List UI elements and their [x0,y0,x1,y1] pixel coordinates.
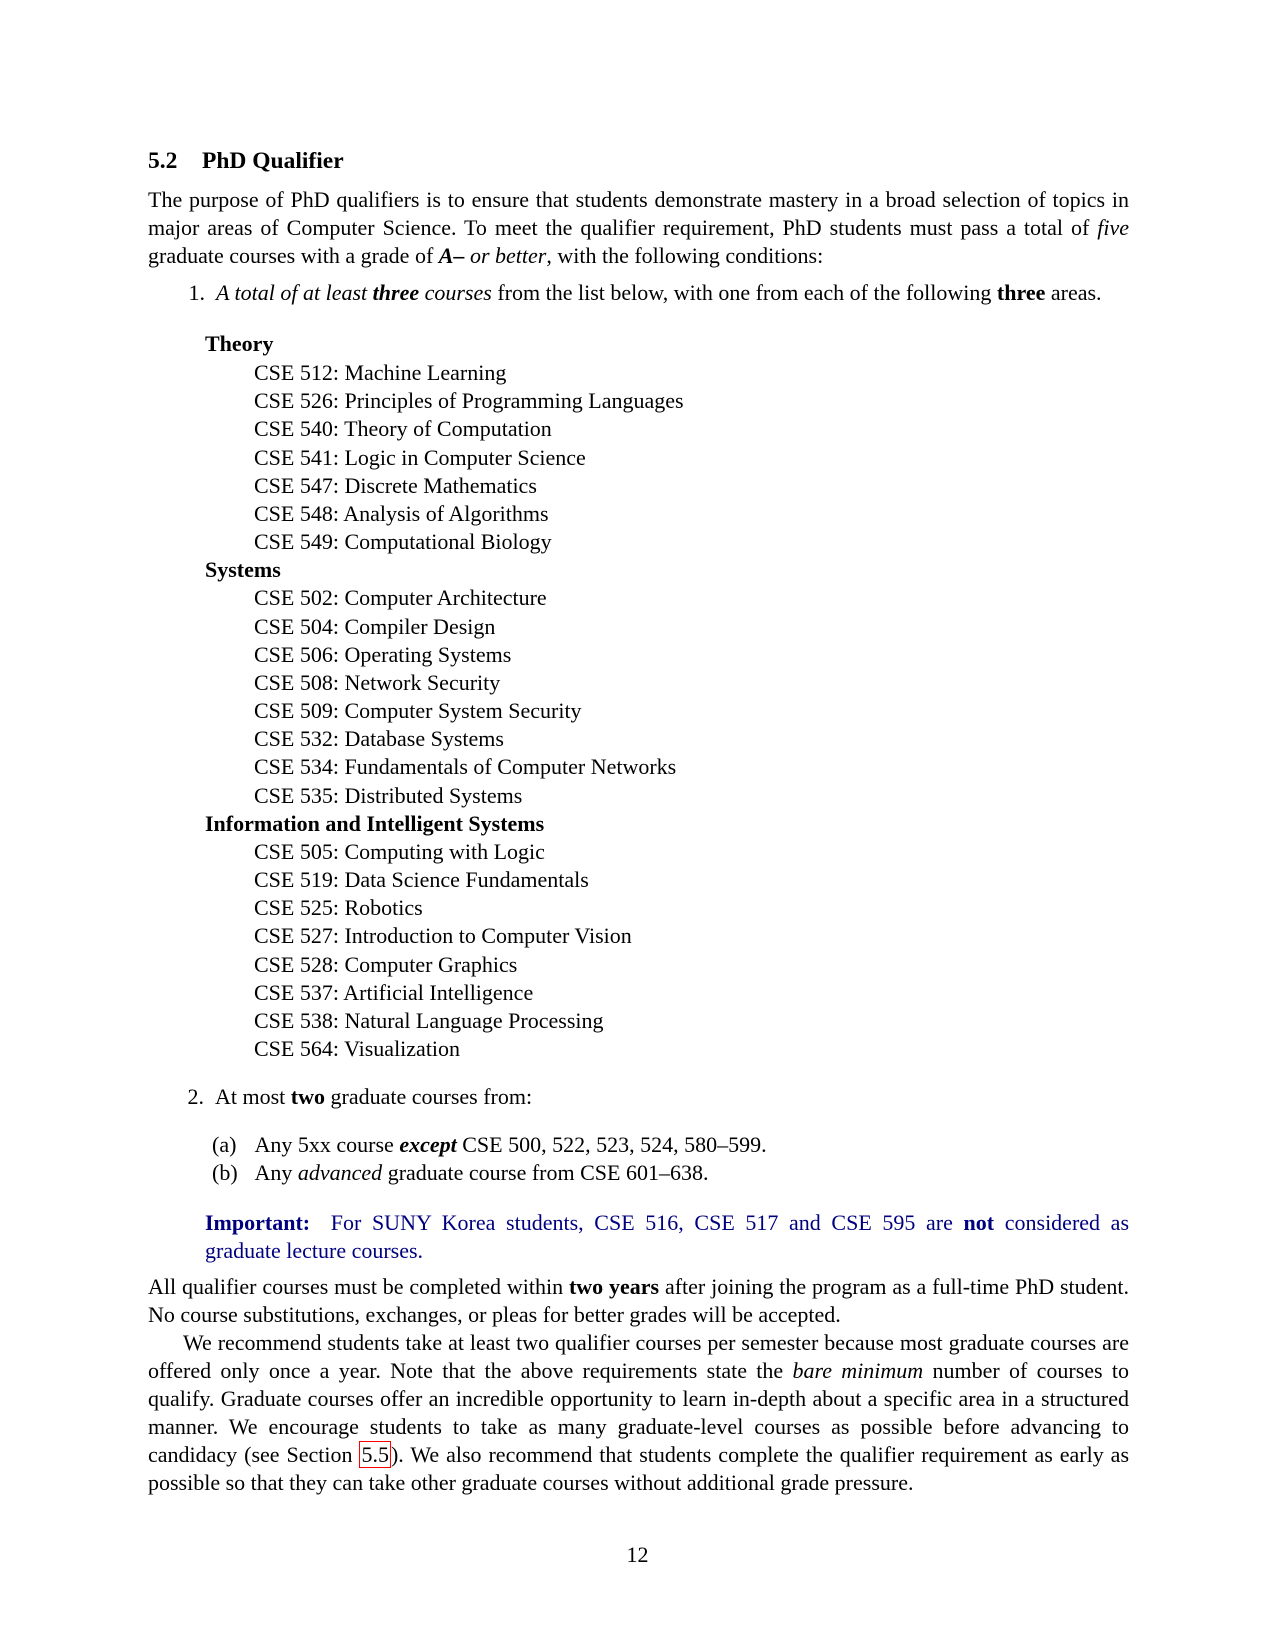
emphasis-or-better: or better [469,243,547,268]
course-item: CSE 541: Logic in Computer Science [254,444,586,470]
paragraph-text: All qualifier courses must be completed within [148,1274,569,1299]
course-item: CSE 534: Fundamentals of Computer Networks [254,754,677,780]
course-item: CSE 527: Introduction to Computer Vision [254,923,632,949]
sub-item-text: Any [254,1160,298,1185]
item1-text: areas. [1045,280,1102,305]
page-number: 12 [626,1542,649,1567]
intro-text: The purpose of PhD qualifiers is to ensure that students demonstrate mastery in a broad selection of topics in major areas of Computer Science. To meet the qualifier requirement, PhD students must pass a total of [148,187,1129,240]
grade-emphasis: A– [438,243,465,268]
course-item: CSE 508: Network Security [254,669,501,695]
course-item: CSE 505: Computing with Logic [254,838,545,864]
intro-paragraph [148,186,1129,270]
section-heading [148,146,344,176]
important-text: For SUNY Korea students, CSE 516, CSE 517 and CSE 595 are [330,1210,964,1235]
item1-text: A total of at least [216,280,373,305]
emphasis-advanced: advanced [297,1160,383,1185]
item2-text: At most [215,1084,291,1109]
emphasis-not: not [963,1210,995,1235]
course-item: CSE 564: Visualization [254,1036,461,1062]
emphasis-three: three [996,280,1046,305]
list-marker: 2. [187,1084,204,1109]
course-item: CSE 526: Principles of Programming Languages [254,388,684,414]
sub-item-text: CSE 500, 522, 523, 524, 580–599. [456,1132,767,1157]
emphasis-except: except [399,1132,457,1157]
intro-text: , with the following conditions: [546,243,824,268]
important-label: Important: [205,1210,311,1235]
course-item: CSE 535: Distributed Systems [254,782,523,808]
item1-text: courses [419,280,492,305]
list-item-2 [148,1083,532,1111]
paragraph-text: number of courses to qualify. Graduate courses offer an incredible opportunity to learn in-depth about a specific area in a structured manner. We encourage students to take as many graduate-level courses as possible before advancing to candidacy (see Section [148,1358,1129,1467]
area-heading-systems: Systems [205,557,281,583]
course-item: CSE 540: Theory of Computation [254,416,552,442]
course-item: CSE 549: Computational Biology [254,529,552,555]
sub-item-b [212,1159,708,1187]
item2-text: graduate courses from: [325,1084,533,1109]
sub-item-text: graduate course from CSE 601–638. [382,1160,709,1185]
area-heading-information-intelligent-systems: Information and Intelligent Systems [205,810,545,836]
sub-item-label: (b) [212,1160,238,1185]
course-item: CSE 509: Computer System Security [254,698,582,724]
completion-paragraph [148,1273,1129,1329]
course-item: CSE 538: Natural Language Processing [254,1007,604,1033]
important-text: considered as graduate lecture courses. [205,1210,1130,1263]
course-item: CSE 502: Computer Architecture [254,585,547,611]
section-number: 5.2 [148,148,178,174]
emphasis-bare-minimum: bare minimum [792,1358,924,1383]
emphasis-five: five [1097,215,1129,240]
intro-text: graduate courses with a grade of [148,243,439,268]
course-areas [205,330,684,1063]
recommendation-paragraph [148,1329,1129,1497]
section-link[interactable]: 5.5 [361,1442,389,1467]
paragraph-text: after joining the program as a full-time PhD student. No course substitutions, exchanges, or pleas for better grades will be accepted. [148,1274,1130,1327]
course-item: CSE 528: Computer Graphics [254,951,518,977]
list-marker: 1. [188,280,205,305]
area-heading-theory: Theory [205,331,274,356]
course-item: CSE 537: Artificial Intelligence [254,979,534,1005]
item1-text: from the list below, with one from each of the following [491,280,997,305]
course-item: CSE 504: Compiler Design [254,613,496,639]
course-item: CSE 525: Robotics [254,895,423,921]
sub-item-text: Any 5xx course [254,1132,400,1157]
sub-item-a [212,1131,767,1159]
course-item: CSE 532: Database Systems [254,726,504,752]
course-item: CSE 547: Discrete Mathematics [254,472,537,498]
paragraph-text: ). We also recommend that students complete the qualifier requirement as early as possible so that they can take other graduate courses without additional grade pressure. [148,1442,1130,1495]
important-note [205,1209,1129,1265]
paragraph-text: We recommend students take at least two qualifier courses per semester because most graduate courses are offered only once a year. Note that the above requirements state the [148,1330,1129,1383]
emphasis-three: three [372,280,420,305]
sub-item-label: (a) [212,1132,237,1157]
course-item: CSE 519: Data Science Fundamentals [254,867,589,892]
emphasis-two-years: two years [568,1274,660,1299]
course-item: CSE 548: Analysis of Algorithms [254,500,549,526]
emphasis-two: two [290,1084,326,1109]
course-item: CSE 512: Machine Learning [254,360,507,385]
list-item-1 [148,279,1129,307]
section-title: PhD Qualifier [202,148,344,174]
course-item: CSE 506: Operating Systems [254,641,512,667]
